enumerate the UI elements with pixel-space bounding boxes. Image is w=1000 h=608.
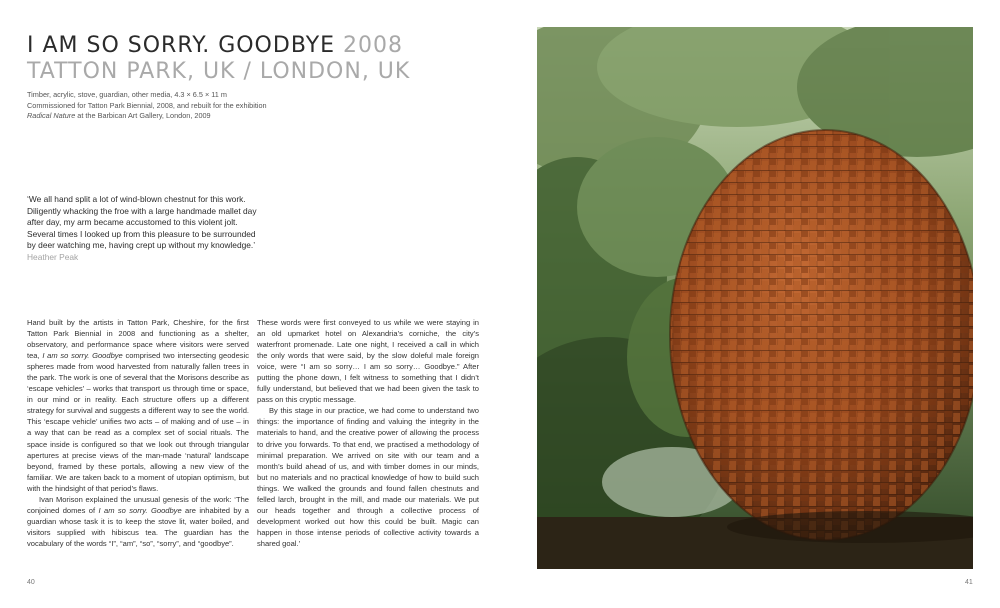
quote-attribution: Heather Peak xyxy=(27,251,79,262)
artwork-title: I AM SO SORRY. GOODBYE xyxy=(27,33,336,58)
pull-quote xyxy=(27,194,257,264)
exhibition-venue: at the Barbican Art Gallery, London, 2009 xyxy=(75,111,211,121)
body-italic-title: I am so sorry. Goodbye xyxy=(42,351,123,361)
body-text: Ivan Morison explained the unusual genesis of the work: ‘The conjoined domes of xyxy=(27,494,249,515)
details-materials: Timber, acrylic, stove, guardian, other media, 4.3 × 6.5 × 11 m xyxy=(27,90,227,99)
body-paragraph xyxy=(27,494,249,549)
body-italic-title: I am so sorry. Goodbye xyxy=(98,505,182,515)
artwork-photograph xyxy=(537,27,973,569)
body-column-1 xyxy=(27,317,249,549)
body-text: are inhabited by a guardian whose task it is to keep the stove lit, water boiled, and visitors supplied with hibiscus tea. The guardian has the vocabulary of the words “I”, “am”, “so”, “sorry”, and “goodbye”. xyxy=(27,505,249,548)
exhibition-name: Radical Nature xyxy=(27,111,76,121)
body-text: Hand built by the artists in Tatton Park, Cheshire, for the first Tatton Park Biennial in 2008 and functioning as a shelter, observatory, and performance space where visitors were served tea, xyxy=(27,318,249,361)
details-commission: Commissioned for Tatton Park Biennial, 2008, and rebuilt for the exhibition xyxy=(27,100,267,110)
body-text: comprised two intersecting geodesic spheres made from wood harvested from naturally fallen trees in the park. The work is one of several that the Morisons describe as ‘escape vehicles’ – works that transport us through time or space, in our mind or in reality. Each structure offers up a different strategy for survival and suggests a different way to see the world. This ‘escape vehicle’ unifies two acts – of making and of use – in a way that can be read as a complex set of social rituals. The space inside is configured so that we look out through triangular apertures at precise views of the man-made ‘natural’ landscape beyond, framed by these portals, allowing a new view of the familiar. We are taken back to a moment of utopian optimism, but with the hindsight of that period’s flaws. xyxy=(27,351,250,493)
body-paragraph: By this stage in our practice, we had come to understand two things: the importance of finding and valuing the integrity in the materials to hand, and the creative power of allowing the process to drive you forwards. To that end, we practised a methodology of minimal preparation. We arrived on site with our team and a month’s build ahead of us, and with timber domes in our minds, but no materials and no practical knowledge of how to build such things. We walked the grounds and found fallen chestnuts and felled larch, brought in the mill, and made our materials. We put our heads together and through a collective process of development worked out how this could be built. Magic can happen in those intense periods of collective activity towards a shared goal.’ xyxy=(257,406,479,548)
artwork-year: 2008 xyxy=(343,33,404,58)
artwork-title-line xyxy=(27,33,410,59)
artwork-title-block xyxy=(27,33,410,85)
body-paragraph: These words were first conveyed to us while we were staying in an old upmarket hotel on Alexandria’s corniche, the city’s waterfront promenade. Late one night, I received a call in which the only words that were said, by the slow doleful male foreign voice, were “I am so sorry… I am so sorry… Goodbye.” After putting the phone down, I felt witness to something that I didn’t fully understand, but believed that we had been given the task to pass on this cryptic message. xyxy=(257,318,479,405)
page-number-left: 40 xyxy=(27,579,35,586)
artwork-details xyxy=(27,90,327,122)
artwork-location: TATTON PARK, UK / LONDON, UK xyxy=(27,59,411,84)
quote-text: ‘We all hand split a lot of wind-blown chestnut for this work. Diligently whacking the froe with a large handmade mallet day after day, my arm became accustomed to this violent jolt. Several times I looked up from this pleasure to be surrounded by deer watching me, having crept up without my knowledge.’ xyxy=(27,194,257,251)
photo-illustration xyxy=(537,27,973,569)
body-paragraph xyxy=(27,317,249,494)
page-number-right: 41 xyxy=(965,579,973,586)
details-exhibition xyxy=(27,111,327,122)
body-column-2 xyxy=(257,317,479,549)
